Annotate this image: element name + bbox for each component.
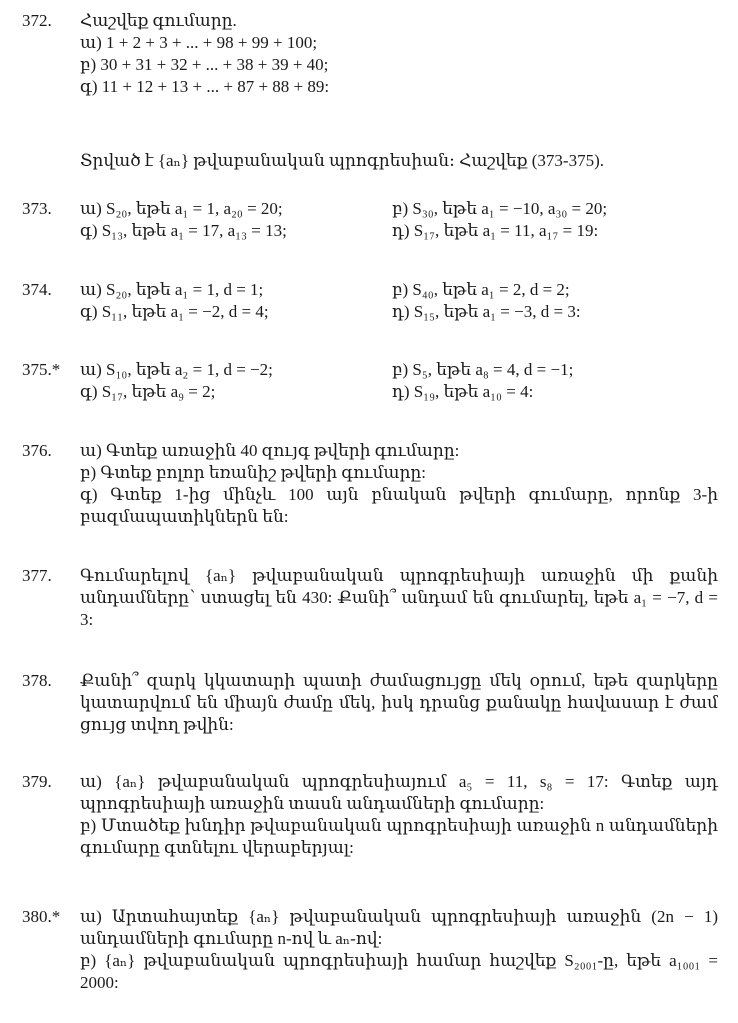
problem-part: ա) Արտահայտեք {aₙ} թվաբանական պրոգրեսիայի առաջին (2n − 1) անդամների գումարը n-ով և aₙ-ով: [80,907,718,948]
problem-part: բ) Գտեք բոլոր եռանիշ թվերի գումարը: [80,463,427,482]
problem-number: 372. [22,11,52,30]
problem-number: 377. [22,566,52,585]
problem-part: գ) S₁₃, եթե a₁ = 17, a₁₃ = 13; [80,221,287,240]
problem-part: ա) 1 + 2 + 3 + ... + 98 + 99 + 100; [80,33,318,52]
problem-377 [22,565,718,631]
problem-instruction: Հաշվեք գումարը. [80,11,237,30]
problem-part: գ) S₁₁, եթե a₁ = −2, d = 4; [80,302,269,321]
problem-378 [22,670,718,736]
problem-text: Քանի՞ զարկ կկատարի պատի ժամացույցը մեկ օրում, եթե զարկերը կատարվում են միայն ժամը մեկ, իսկ դրանց քանակը հավասար է ժամ ցույց տվող թվին: [80,671,718,734]
problem-part: ա) S₂₀, եթե a₁ = 1, a₂₀ = 20; [80,199,283,218]
problem-374 [22,279,718,323]
problem-part: բ) 30 + 31 + 32 + ... + 38 + 39 + 40; [80,55,329,74]
problem-part: բ) S₃₀, եթե a₁ = −10, a₃₀ = 20; [392,199,608,218]
problem-379 [22,771,718,859]
problem-part: բ) Մտածեք խնդիր թվաբանական պրոգրեսիայի առաջին n անդամների գումարը գտնելու վերաբերյալ: [80,816,718,857]
problem-number: 379. [22,772,52,791]
problem-part: ա) S₁₀, եթե a₂ = 1, d = −2; [80,360,273,379]
problem-376 [22,440,718,528]
problem-373 [22,198,718,242]
problem-375 [22,359,718,403]
problem-part: բ) {aₙ} թվաբանական պրոգրեսիայի համար հաշվեք S₂₀₀₁-ը, եթե a₁₀₀₁ = 2000: [80,951,718,992]
problem-380 [22,906,718,994]
problem-text: Գումարելով {aₙ} թվաբանական պրոգրեսիայի առաջին մի քանի անդամները՝ ստացել են 430: Քանի՞ անդամ են գումարել, եթե a₁ = −7, d = 3: [80,566,718,629]
problem-number: 380.* [22,907,61,926]
problem-part: բ) S₄₀, եթե a₁ = 2, d = 2; [392,280,570,299]
problem-part: բ) S₅, եթե a₈ = 4, d = −1; [392,360,574,379]
problem-number: 375.* [22,360,61,379]
problem-part: դ) S₁₅, եթե a₁ = −3, d = 3: [392,302,581,321]
problem-number: 378. [22,671,52,690]
section-intro: Տրված է {aₙ} թվաբանական պրոգրեսիան։ Հաշվեք (373-375). [80,151,604,170]
problem-number: 373. [22,199,52,218]
problem-number: 376. [22,441,52,460]
problem-part: ա) S₂₀, եթե a₁ = 1, d = 1; [80,280,264,299]
problem-part: ա) {aₙ} թվաբանական պրոգրեսիայում a₅ = 11, s₈ = 17: Գտեք այդ պրոգրեսիայի առաջին տասն անդամների գումարը: [80,772,718,813]
problem-372 [22,10,718,98]
problem-part: դ) S₁₇, եթե a₁ = 11, a₁₇ = 19: [392,221,599,240]
problem-part: գ) Գտեք 1-ից մինչև 100 այն բնական թվերի գումարը, որոնք 3-ի բազմապատիկներն են: [80,485,718,526]
problem-part: ա) Գտեք առաջին 40 զույգ թվերի գումարը: [80,441,460,460]
problem-part: գ) 11 + 12 + 13 + ... + 87 + 88 + 89: [80,77,330,96]
problem-part: դ) S₁₉, եթե a₁₀ = 4: [392,382,534,401]
problem-number: 374. [22,280,52,299]
problem-part: գ) S₁₇, եթե a₉ = 2; [80,382,216,401]
